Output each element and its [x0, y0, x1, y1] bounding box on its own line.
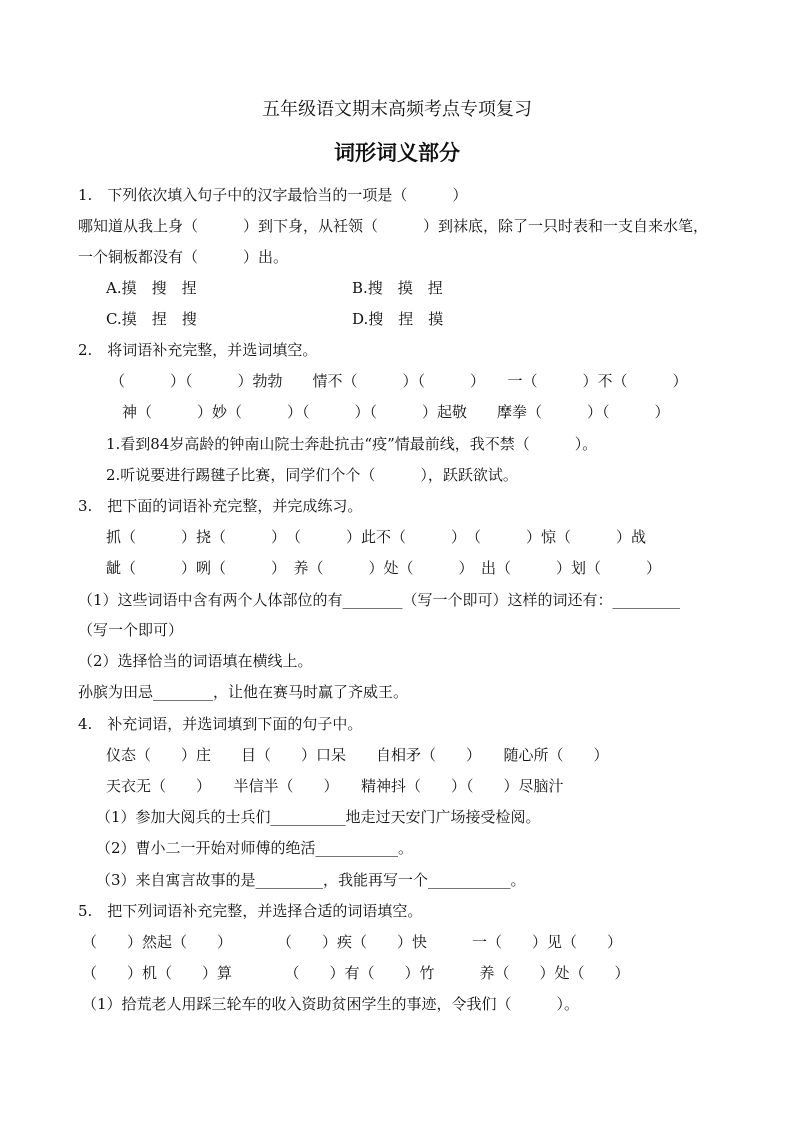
q2-sentence2: 2.听说要进行踢毽子比赛，同学们个个（ ），跃跃欲试。: [106, 466, 518, 484]
q1-stem: 1. 下列依次填入句子中的汉字最恰当的一项是（ ）: [78, 186, 468, 204]
q2-words-line2: 神（ ）妙（ ）（ ）（ ）起敬 摩拳（ ）（ ）: [122, 403, 670, 421]
q3-task1-line1: （1）这些词语中含有两个人体部位的有________（写一个即可）这样的词还有：_________: [78, 591, 681, 609]
q2-sentence1: 1.看到84岁高龄的钟南山院士奔赴抗击“疫”情最前线，我不禁（ ）。: [106, 435, 598, 453]
q4-sentence1: （1）参加大阅兵的士兵们__________地走过天安门广场接受检阅。: [96, 808, 541, 826]
q4-words-line2: 天衣无（ ） 半信半（ ） 精神抖（ ）（ ）尽脑汁: [106, 777, 564, 795]
q5-words-line1: （ ）然起（ ） （ ）疾（ ）快 一（ ）见（ ）: [82, 933, 623, 951]
q1-passage-line1: 哪知道从我上身（ ）到下身，从衽领（ ）到袜底，除了一只时表和一支自来水笔，: [78, 217, 709, 235]
q3-task2-sentence: 孙膑为田忌________，让他在赛马时赢了齐威王。: [78, 683, 409, 701]
q4-words-line1: 仪态（ ）庄 目（ ）口呆 自相矛（ ） 随心所（ ）: [106, 746, 609, 764]
q4-sentence3: （3）来自寓言故事的是_________，我能再写一个___________。: [96, 871, 526, 889]
q1-option-c: C.摸 捏 搜: [106, 310, 197, 328]
q1-option-b: B.搜 摸 捏: [352, 279, 443, 297]
q5-stem: 5. 把下列词语补充完整，并选择合适的词语填空。: [78, 902, 423, 920]
q5-words-line2: （ ）机（ ）算 （ ）有（ ）竹 养（ ）处（ ）: [82, 964, 630, 982]
worksheet-title: 五年级语文期末高频考点专项复习: [262, 99, 532, 120]
q3-words-line1: 抓（ ）挠（ ） （ ）此不（ ） （ ）惊（ ）战: [106, 528, 647, 546]
q4-sentence2: （2）曹小二一开始对师傅的绝活___________。: [96, 839, 414, 857]
q3-task2: （2）选择恰当的词语填在横线上。: [78, 652, 313, 670]
section-title: 词形词义部分: [334, 140, 460, 165]
q1-option-d: D.搜 捏 摸: [352, 310, 444, 328]
q1-passage-line2: 一个铜板都没有（ ）出。: [78, 248, 289, 266]
q3-task1-line2: （写一个即可）: [78, 621, 184, 639]
q5-sentence1: （1）拾荒老人用踩三轮车的收入资助贫困学生的事迹，令我们（ ）。: [82, 995, 580, 1013]
q2-words-line1: （ ）（ ）勃勃 情不（ ）（ ） 一（ ）不（ ）: [110, 372, 688, 390]
q4-stem: 4. 补充词语，并选词填到下面的句子中。: [78, 715, 363, 733]
q1-option-a: A.摸 搜 捏: [106, 279, 197, 297]
q3-words-line2: 龇（ ）咧（ ） 养（ ）处（ ） 出（ ）划（ ）: [106, 559, 662, 577]
q2-stem: 2. 将词语补充完整，并选词填空。: [78, 341, 318, 359]
q3-stem: 3. 把下面的词语补充完整，并完成练习。: [78, 497, 363, 515]
